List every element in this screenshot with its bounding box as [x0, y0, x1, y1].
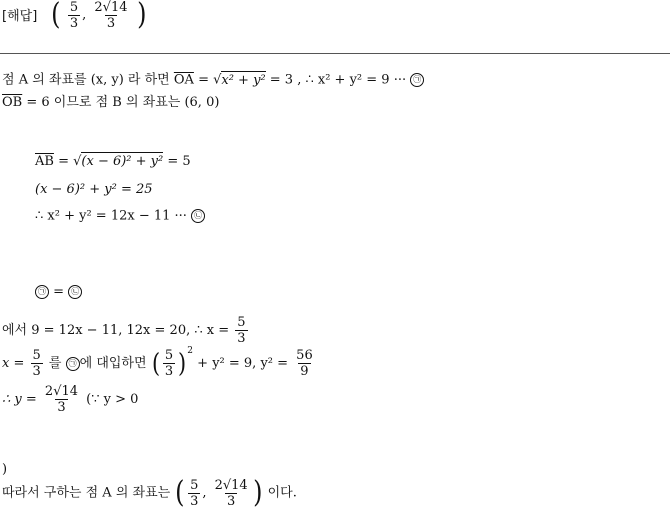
circled-label-b: ㉡ [68, 285, 82, 299]
divider [0, 53, 670, 54]
segment-ob: $\overline{OB}$ [2, 95, 23, 110]
solution-line-2: $\overline{OB} = 6$ 이므로 점 B 의 좌표는 (6, 0) [2, 95, 220, 110]
solution-line-11: 따라서 구하는 점 A 의 좌표는 ( $\frac{5}{3}$ , $\frac{2√14}{3}$ ) 이다. [2, 475, 297, 510]
circled-label-b: ㉡ [191, 209, 205, 223]
solution-line-4: (x − 6)² + y² = 25 [35, 182, 153, 197]
solution-line-1: 점 A 의 좌표를 (x, y) 라 하면 $\overline{OA} = √x^2 + y^2 = 3$ , ∴ x² + y² = 9 ··· ㉠ [2, 73, 424, 87]
fraction: $\frac{5}{3}$ [164, 348, 174, 379]
solution-line-9: ∴ y = $\frac{2√14}{3}$ (∵ y > 0 [2, 384, 139, 415]
fraction: $\frac{5}{3}$ [32, 348, 41, 379]
circled-label-a: ㉠ [410, 73, 424, 87]
exponent: 2 [187, 346, 194, 356]
fraction: $\frac{2√14}{3}$ [44, 384, 79, 415]
radicand: x² + y² [221, 72, 266, 88]
solution-line-6: ㉠ = ㉡ [35, 285, 82, 299]
circled-label-a: ㉠ [35, 285, 49, 299]
answer-y-fraction: $\frac{2√14}{3}$ [94, 0, 128, 31]
open-paren: ( [51, 0, 61, 32]
fraction: $\frac{5}{3}$ [237, 315, 246, 346]
solution-line-10: ) [2, 462, 8, 477]
header-answer: ( $\frac{5}{3}$ , $\frac{2√14}{3}$ ) [51, 0, 147, 32]
fraction: $\frac{56}{9}$ [296, 348, 313, 379]
segment-ab: $\overline{AB}$ [35, 154, 54, 169]
solution-line-5: ∴ x² + y² = 12x − 11 ··· ㉡ [35, 209, 205, 223]
radicand: (x − 6)² + y² [81, 154, 164, 169]
circled-label-a: ㉠ [66, 357, 80, 371]
solution-line-3: $\overline{AB} = √(x - 6)^2 + y^2 = 5$ [35, 154, 191, 169]
fraction: $\frac{2√14}{3}$ [214, 477, 248, 509]
segment-oa: $\overline{OA}$ [173, 72, 194, 88]
close-paren: ) [136, 0, 147, 32]
answer-label: [해답] [2, 9, 38, 24]
solution-line-8: x = $\frac{5}{3}$ 를 ㉠ 에 대입하면 ( $\frac{5}{3}$ )$^2$ + y² = 9, y² = $\frac{56}{9}$ [2, 346, 313, 379]
solution-line-7: 에서 9 = 12x − 11, 12x = 20, ∴ x = $\frac{5}{3}$ [2, 315, 246, 346]
fraction: $\frac{5}{3}$ [190, 477, 199, 509]
answer-x-fraction: $\frac{5}{3}$ [69, 0, 79, 31]
